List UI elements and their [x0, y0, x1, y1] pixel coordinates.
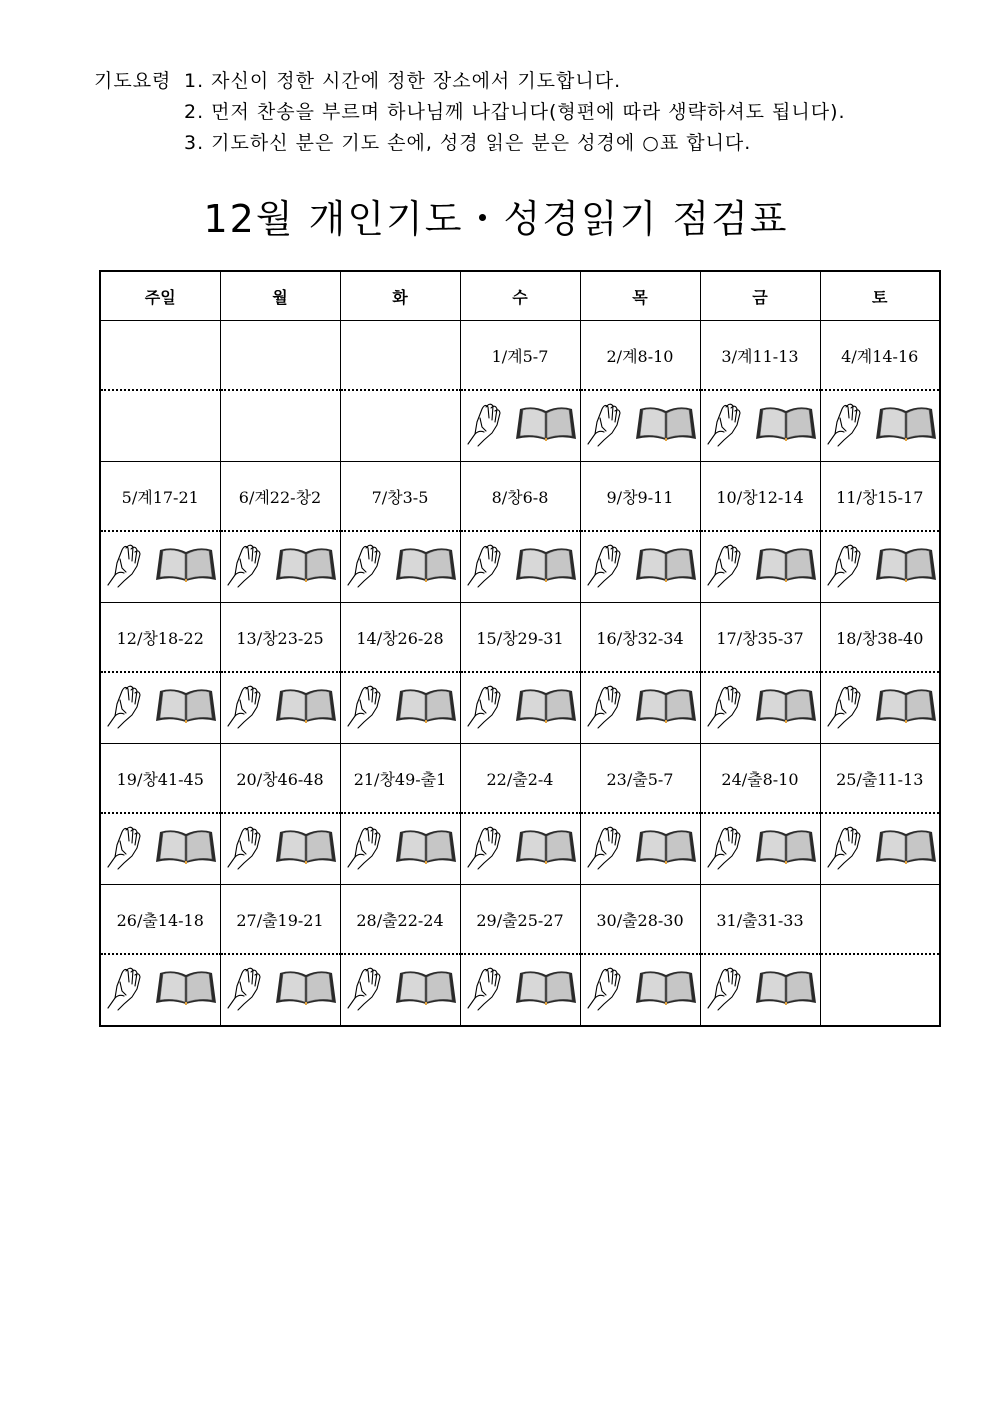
praying-hands-icon[interactable] [342, 964, 388, 1016]
check-cell [580, 813, 700, 885]
check-cell [580, 531, 700, 603]
reading-cell: 11/창15-17 [820, 462, 940, 532]
date-row [100, 603, 940, 673]
check-icons [821, 400, 940, 452]
open-bible-icon[interactable] [394, 968, 458, 1012]
checkmark-row [100, 531, 940, 603]
open-bible-icon[interactable] [754, 827, 818, 871]
weekday-header: 금 [700, 271, 820, 321]
reading-cell: 1/계5-7 [460, 321, 580, 391]
check-cell [700, 813, 820, 885]
check-cell [820, 954, 940, 1026]
check-icons [341, 682, 460, 734]
check-icons [821, 682, 940, 734]
check-icons [701, 541, 820, 593]
check-cell [100, 813, 220, 885]
instruction-row-2 [94, 97, 846, 128]
check-cell [340, 954, 460, 1026]
instruction-1: 1. 자신이 정한 시간에 정한 장소에서 기도합니다. [184, 70, 622, 92]
open-bible-icon[interactable] [394, 545, 458, 589]
praying-hands-icon[interactable] [582, 682, 628, 734]
praying-hands-icon[interactable] [462, 964, 508, 1016]
check-cell [820, 813, 940, 885]
check-icons [821, 823, 940, 875]
open-bible-icon[interactable] [634, 827, 698, 871]
reading-cell: 25/출11-13 [820, 744, 940, 814]
check-cell [820, 390, 940, 462]
check-cell [100, 531, 220, 603]
open-bible-icon[interactable] [154, 968, 218, 1012]
check-cell [220, 813, 340, 885]
praying-hands-icon[interactable] [102, 964, 148, 1016]
praying-hands-icon[interactable] [462, 682, 508, 734]
check-cell [700, 390, 820, 462]
praying-hands-icon[interactable] [702, 682, 748, 734]
reading-cell [340, 321, 460, 391]
weekday-header: 목 [580, 271, 700, 321]
weekday-header: 월 [220, 271, 340, 321]
check-cell [700, 531, 820, 603]
reading-cell: 3/계11-13 [700, 321, 820, 391]
praying-hands-icon[interactable] [702, 400, 748, 452]
reading-cell: 23/출5-7 [580, 744, 700, 814]
open-bible-icon[interactable] [514, 827, 578, 871]
reading-cell: 15/창29-31 [460, 603, 580, 673]
open-bible-icon[interactable] [154, 827, 218, 871]
reading-cell: 31/출31-33 [700, 885, 820, 955]
weekday-header: 토 [820, 271, 940, 321]
check-icons [581, 682, 700, 734]
checkmark-row [100, 954, 940, 1026]
check-cell [700, 672, 820, 744]
open-bible-icon[interactable] [274, 968, 338, 1012]
check-icons [581, 823, 700, 875]
check-cell [100, 672, 220, 744]
instruction-row-1 [94, 66, 846, 97]
reading-cell: 14/창26-28 [340, 603, 460, 673]
check-icons [221, 823, 340, 875]
open-bible-icon[interactable] [394, 827, 458, 871]
open-bible-icon[interactable] [154, 545, 218, 589]
check-icons [341, 823, 460, 875]
instruction-row-3 [94, 128, 846, 159]
reading-cell: 16/창32-34 [580, 603, 700, 673]
praying-hands-icon[interactable] [582, 823, 628, 875]
weekday-header: 화 [340, 271, 460, 321]
weekday-header: 수 [460, 271, 580, 321]
check-icons [221, 964, 340, 1016]
check-cell [100, 390, 220, 462]
reading-cell: 22/출2-4 [460, 744, 580, 814]
open-bible-icon[interactable] [874, 404, 938, 448]
check-icons [221, 682, 340, 734]
reading-cell: 18/창38-40 [820, 603, 940, 673]
open-bible-icon[interactable] [634, 686, 698, 730]
reading-cell [820, 885, 940, 955]
praying-hands-icon[interactable] [702, 541, 748, 593]
praying-hands-icon[interactable] [702, 823, 748, 875]
check-cell [340, 390, 460, 462]
check-icons [101, 964, 220, 1016]
praying-hands-icon[interactable] [222, 682, 268, 734]
check-cell [460, 813, 580, 885]
weekday-header-row [100, 271, 940, 321]
praying-hands-icon[interactable] [462, 541, 508, 593]
reading-cell: 28/출22-24 [340, 885, 460, 955]
open-bible-icon[interactable] [754, 404, 818, 448]
check-cell [580, 390, 700, 462]
open-bible-icon[interactable] [634, 545, 698, 589]
check-cell [220, 390, 340, 462]
reading-cell: 21/창49-출1 [340, 744, 460, 814]
check-icons [101, 823, 220, 875]
open-bible-icon[interactable] [274, 545, 338, 589]
check-cell [340, 672, 460, 744]
open-bible-icon[interactable] [874, 686, 938, 730]
date-row [100, 462, 940, 532]
praying-hands-icon[interactable] [102, 823, 148, 875]
open-bible-icon[interactable] [394, 686, 458, 730]
praying-hands-icon[interactable] [582, 400, 628, 452]
open-bible-icon[interactable] [514, 686, 578, 730]
check-cell [340, 531, 460, 603]
reading-cell [220, 321, 340, 391]
reading-cell: 4/계14-16 [820, 321, 940, 391]
checkmark-row [100, 390, 940, 462]
weekday-header: 주일 [100, 271, 220, 321]
open-bible-icon[interactable] [154, 686, 218, 730]
check-icons [581, 541, 700, 593]
check-icons [221, 541, 340, 593]
instruction-3: 3. 기도하신 분은 기도 손에, 성경 읽은 분은 성경에 ○표 합니다. [184, 132, 752, 154]
check-cell [580, 954, 700, 1026]
check-cell [340, 813, 460, 885]
check-icons [341, 541, 460, 593]
praying-hands-icon[interactable] [342, 682, 388, 734]
check-icons [701, 823, 820, 875]
check-cell [220, 531, 340, 603]
reading-cell: 27/출19-21 [220, 885, 340, 955]
check-icons [581, 400, 700, 452]
check-cell [460, 954, 580, 1026]
reading-cell: 12/창18-22 [100, 603, 220, 673]
open-bible-icon[interactable] [514, 968, 578, 1012]
check-icons [821, 541, 940, 593]
praying-hands-icon[interactable] [822, 541, 868, 593]
praying-hands-icon[interactable] [222, 823, 268, 875]
open-bible-icon[interactable] [874, 827, 938, 871]
check-icons [701, 400, 820, 452]
praying-hands-icon[interactable] [222, 964, 268, 1016]
praying-hands-icon[interactable] [822, 682, 868, 734]
praying-hands-icon[interactable] [582, 541, 628, 593]
reading-cell [100, 321, 220, 391]
praying-hands-icon[interactable] [822, 823, 868, 875]
praying-hands-icon[interactable] [222, 541, 268, 593]
check-icons [581, 964, 700, 1016]
reading-cell: 30/출28-30 [580, 885, 700, 955]
checklist-table [99, 270, 941, 1027]
instructions-lead: 기도요령 [94, 70, 172, 92]
reading-cell: 8/창6-8 [460, 462, 580, 532]
check-icons [461, 682, 580, 734]
reading-cell: 20/창46-48 [220, 744, 340, 814]
check-icons [101, 541, 220, 593]
reading-cell: 10/창12-14 [700, 462, 820, 532]
check-cell [100, 954, 220, 1026]
check-cell [220, 672, 340, 744]
open-bible-icon[interactable] [754, 686, 818, 730]
check-icons [701, 964, 820, 1016]
date-row [100, 885, 940, 955]
reading-cell: 13/창23-25 [220, 603, 340, 673]
open-bible-icon[interactable] [754, 545, 818, 589]
date-row [100, 744, 940, 814]
check-icons [461, 400, 580, 452]
date-row [100, 321, 940, 391]
open-bible-icon[interactable] [274, 686, 338, 730]
praying-hands-icon[interactable] [342, 823, 388, 875]
reading-cell: 24/출8-10 [700, 744, 820, 814]
open-bible-icon[interactable] [634, 404, 698, 448]
praying-hands-icon[interactable] [462, 823, 508, 875]
reading-cell: 6/계22-창2 [220, 462, 340, 532]
check-icons [341, 964, 460, 1016]
page-title: 12월 개인기도・성경읽기 점검표 [203, 197, 789, 241]
reading-cell: 26/출14-18 [100, 885, 220, 955]
check-icons [701, 682, 820, 734]
prayer-instructions [94, 66, 846, 159]
instruction-2: 2. 먼저 찬송을 부르며 하나님께 나갑니다(형편에 따라 생략하셔도 됩니다). [184, 101, 846, 123]
checkmark-row [100, 672, 940, 744]
check-cell [460, 390, 580, 462]
praying-hands-icon[interactable] [342, 541, 388, 593]
check-cell [460, 531, 580, 603]
praying-hands-icon[interactable] [462, 400, 508, 452]
praying-hands-icon[interactable] [102, 682, 148, 734]
reading-cell: 5/계17-21 [100, 462, 220, 532]
open-bible-icon[interactable] [634, 968, 698, 1012]
open-bible-icon[interactable] [514, 404, 578, 448]
praying-hands-icon[interactable] [102, 541, 148, 593]
check-cell [820, 672, 940, 744]
open-bible-icon[interactable] [514, 545, 578, 589]
praying-hands-icon[interactable] [582, 964, 628, 1016]
open-bible-icon[interactable] [274, 827, 338, 871]
praying-hands-icon[interactable] [702, 964, 748, 1016]
reading-cell: 17/창35-37 [700, 603, 820, 673]
check-cell [700, 954, 820, 1026]
praying-hands-icon[interactable] [822, 400, 868, 452]
check-cell [820, 531, 940, 603]
open-bible-icon[interactable] [874, 545, 938, 589]
check-cell [460, 672, 580, 744]
reading-cell: 7/창3-5 [340, 462, 460, 532]
checkmark-row [100, 813, 940, 885]
check-cell [580, 672, 700, 744]
check-icons [461, 964, 580, 1016]
reading-cell: 29/출25-27 [460, 885, 580, 955]
reading-cell: 19/창41-45 [100, 744, 220, 814]
check-icons [461, 823, 580, 875]
check-cell [220, 954, 340, 1026]
open-bible-icon[interactable] [754, 968, 818, 1012]
reading-cell: 9/창9-11 [580, 462, 700, 532]
check-icons [101, 682, 220, 734]
check-icons [461, 541, 580, 593]
reading-cell: 2/계8-10 [580, 321, 700, 391]
